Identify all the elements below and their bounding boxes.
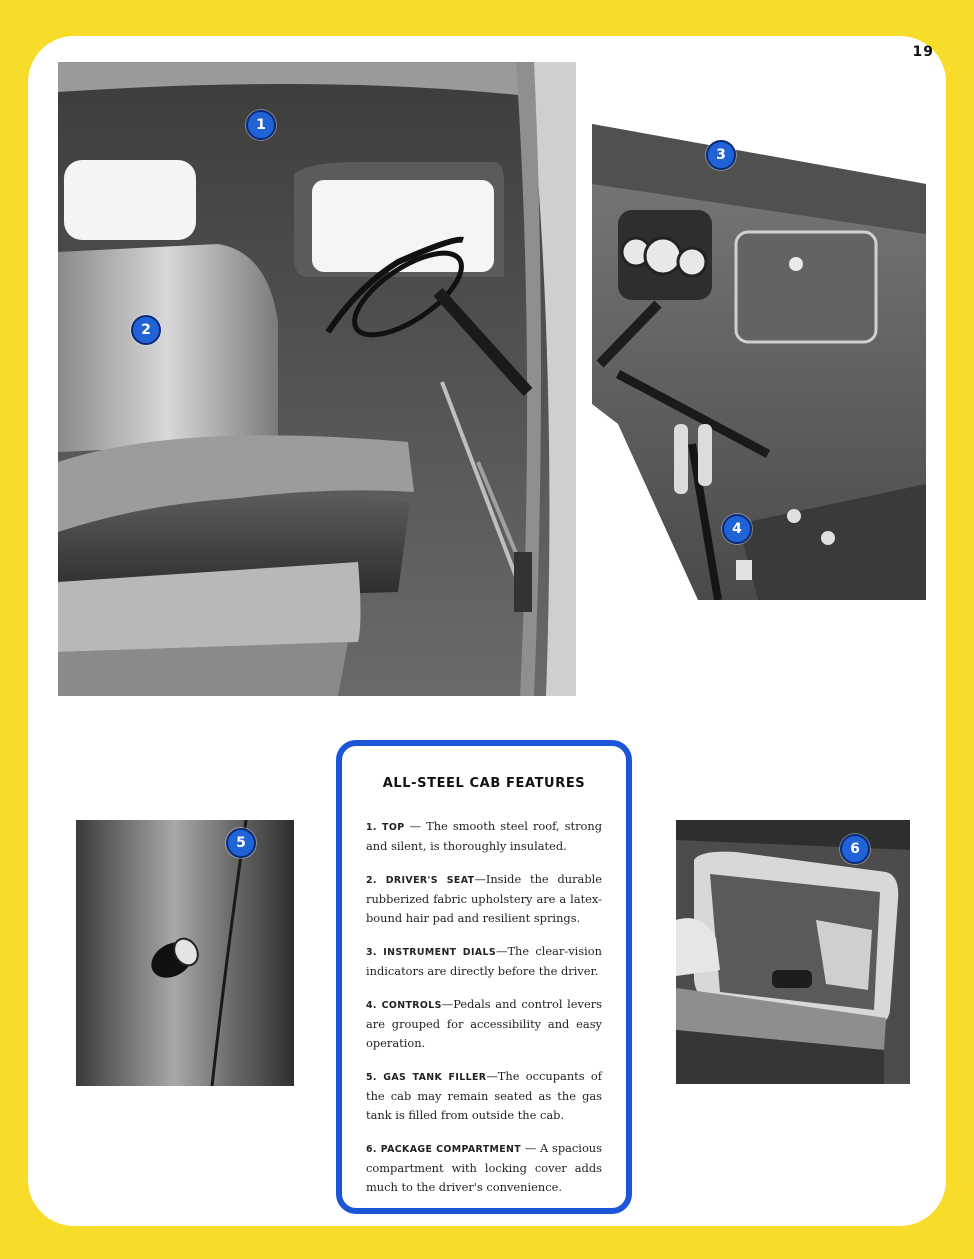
feature-package-compartment xyxy=(366,1139,602,1197)
feature-top-text: The smooth steel roof, strong and silent, is thoroughly insulated. xyxy=(366,819,602,853)
feature-top-sep: — xyxy=(404,819,427,833)
feature-package-compartment-sep: — xyxy=(521,1141,540,1155)
feature-instrument-dials-text: The clear-vision indicators are directly before the driver. xyxy=(366,944,602,978)
photo-cab-interior xyxy=(58,62,576,696)
feature-instrument-dials-sep: — xyxy=(496,944,508,958)
feature-drivers-seat-text: Inside the durable rubberized fabric upholstery are a latex-bound hair pad and resilient springs. xyxy=(366,872,602,925)
feature-gas-tank-filler xyxy=(366,1067,602,1125)
features-box xyxy=(336,740,632,1214)
photo-gas-tank-filler xyxy=(76,820,294,1086)
marker-5: 5 xyxy=(226,828,256,858)
feature-package-compartment-text: A spacious compartment with locking cover adds much to the driver's convenience. xyxy=(366,1141,602,1194)
feature-drivers-seat xyxy=(366,870,602,928)
marker-6: 6 xyxy=(840,834,870,864)
photo-package-compartment xyxy=(676,820,910,1084)
photo-dashboard xyxy=(588,124,926,600)
feature-controls xyxy=(366,995,602,1053)
marker-4: 4 xyxy=(722,514,752,544)
feature-instrument-dials xyxy=(366,942,602,981)
feature-gas-tank-filler-lead: 5. GAS TANK FILLER xyxy=(366,1072,487,1083)
feature-drivers-seat-lead: 2. DRIVER'S SEAT xyxy=(366,875,475,886)
marker-3: 3 xyxy=(706,140,736,170)
feature-gas-tank-filler-text: The occupants of the cab may remain seated as the gas tank is filled from outside the cab. xyxy=(366,1069,602,1122)
feature-instrument-dials-lead: 3. INSTRUMENT DIALS xyxy=(366,947,497,958)
marker-2: 2 xyxy=(131,315,161,345)
feature-top xyxy=(366,817,602,856)
feature-gas-tank-filler-sep: — xyxy=(486,1069,498,1083)
feature-drivers-seat-sep: — xyxy=(474,872,486,886)
feature-controls-text: Pedals and control levers are grouped for accessibility and easy operation. xyxy=(366,997,602,1050)
features-title: ALL-STEEL CAB FEATURES xyxy=(382,776,586,791)
feature-controls-lead: 4. CONTROLS xyxy=(366,1000,442,1011)
feature-top-lead: 1. TOP xyxy=(366,822,405,833)
marker-1: 1 xyxy=(246,110,276,140)
feature-package-compartment-lead: 6. PACKAGE COMPARTMENT xyxy=(366,1144,522,1155)
feature-controls-sep: — xyxy=(441,997,454,1011)
page-number: 19 xyxy=(912,44,934,60)
